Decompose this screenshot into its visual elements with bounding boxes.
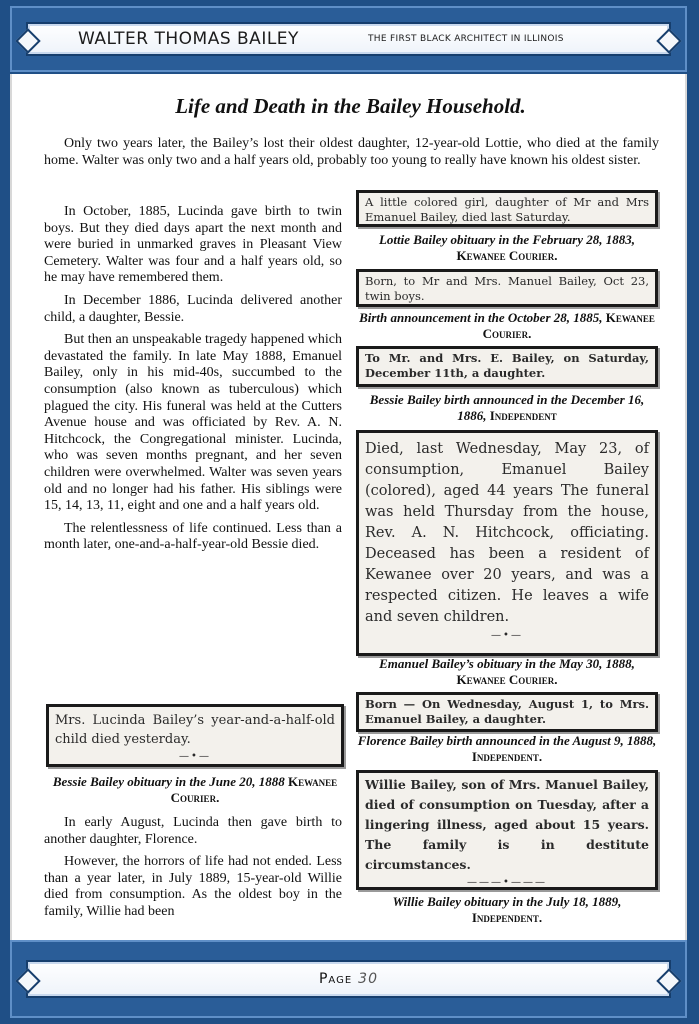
page-title: Life and Death in the Bailey Household.	[175, 94, 526, 118]
caption-willie: Willie Bailey obituary in the July 18, 1889, Independent.	[392, 894, 622, 925]
caption-bessie-birth: Bessie Bailey birth announced in the December 16, 1886, Independent	[369, 392, 645, 423]
header-name: WALTER THOMAS BAILEY	[78, 29, 299, 49]
paragraph-bessie-birth: In December 1886, Lucinda delivered another child, a daughter, Bessie.	[44, 292, 342, 325]
paragraph-florence: In early August, Lucinda then gave birth to another daughter, Florence.	[44, 815, 342, 847]
clipping-text: A little colored girl, daughter of Mr and Mrs Emanuel Bailey, died last Saturday.	[365, 195, 649, 224]
clipping-ornament: ———•———	[467, 877, 547, 888]
caption-lottie: Lottie Bailey obituary in the February 28, 1883, Kewanee Courier.	[378, 232, 636, 263]
caption-bessie-death: Bessie Bailey obituary in the June 20, 1888 Kewanee Courier.	[52, 774, 338, 805]
left-column	[44, 204, 342, 560]
clipping-lottie	[356, 190, 658, 227]
paragraph-bessie-death: The relentlessness of life continued. Less than a month later, one-and-a-half-year-old Bessie died.	[44, 520, 342, 553]
clipping-ornament: —•—	[179, 751, 211, 762]
page-label: Page	[318, 971, 353, 987]
paragraph-willie: However, the horrors of life had not ended. Less than a year later, in July 1889, 15-year-old Willie died from consumption. As the oldest boy in the family, Willie had been	[44, 854, 342, 919]
clipping-text: Mrs. Lucinda Bailey’s year-and-a-half-old child died yesterday.	[55, 713, 335, 747]
clipping-text: Willie Bailey, son of Mrs. Manuel Bailey, died of consumption on Tuesday, after a lingering illness, aged about 15 years. The family is in destitute circumstances.	[365, 777, 649, 872]
footer-plate	[26, 960, 671, 998]
clipping-text: Died, last Wednesday, May 23, of consumption, Emanuel Bailey (colored), aged 44 years The funeral was held Thursday from the house, Rev. A. N. Hitchcock, officiating. Deceased has been a resident of Kewanee over 20 years, and was a respected citizen. He leaves a wife and seven children.	[365, 441, 649, 625]
header-banner	[10, 6, 687, 72]
header-plate	[26, 22, 671, 56]
clipping-emanuel	[356, 430, 658, 656]
clipping-bessie-birth	[356, 346, 658, 387]
header-subtitle: THE FIRST BLACK ARCHITECT IN ILLINOIS	[368, 34, 564, 44]
caption-emanuel: Emanuel Bailey’s obituary in the May 30, 1888, Kewanee Courier.	[379, 656, 635, 687]
header-left-cap	[15, 28, 40, 53]
footer-left-cap	[15, 968, 40, 993]
page-number	[319, 971, 378, 987]
footer-banner	[10, 940, 687, 1018]
intro-paragraph: Only two years later, the Bailey’s lost their oldest daughter, 12-year-old Lottie, who died at the family home. Walter was only two and a half years old, probably too young to really have known his oldest sister.	[44, 136, 659, 168]
clipping-text: Born, to Mr and Mrs. Manuel Bailey, Oct 23, twin boys.	[365, 274, 649, 303]
clipping-bessie-death	[46, 704, 344, 767]
footer-right-cap	[656, 968, 681, 993]
page-content	[10, 74, 687, 940]
clipping-text: To Mr. and Mrs. E. Bailey, on Saturday, December 11th, a daughter.	[365, 351, 649, 380]
clipping-ornament: —•—	[491, 630, 523, 641]
left-column-bottom	[44, 815, 342, 927]
header-right-cap	[656, 28, 681, 53]
page-number-value: 30	[358, 971, 378, 987]
clipping-florence	[356, 692, 658, 732]
paragraph-emanuel-death: But then an unspeakable tragedy happened which devastated the family. In late May 1888, Emanuel Bailey, only in his mid-40s, succumbed to the consumption (also known as tuberculous) which plagued the city. His funeral was held at the Cutters Avenue house and was officiated by Rev. A. N. Hitchcock, the Congregational minister. Lucinda, who was seven months pregnant, and her seven children were overwhelmed. Walter was seven years old and no longer had his father. His siblings were 15, 14, 13, 11, eight and one and a half years old.	[44, 332, 342, 514]
caption-twins: Birth announcement in the October 28, 1885, Kewanee Courier.	[359, 310, 655, 341]
clipping-willie	[356, 770, 658, 890]
caption-florence: Florence Bailey birth announced in the August 9, 1888, Independent.	[357, 733, 657, 764]
paragraph-twins: In October, 1885, Lucinda gave birth to twin boys. But they died days apart the next month and were buried in unmarked graves in Pleasant View Cemetery. Walter was four and a half years old, so he may have remembered them.	[44, 204, 342, 286]
clipping-twins	[356, 269, 658, 307]
clipping-text: Born — On Wednesday, August 1, to Mrs. Emanuel Bailey, a daughter.	[365, 697, 649, 726]
